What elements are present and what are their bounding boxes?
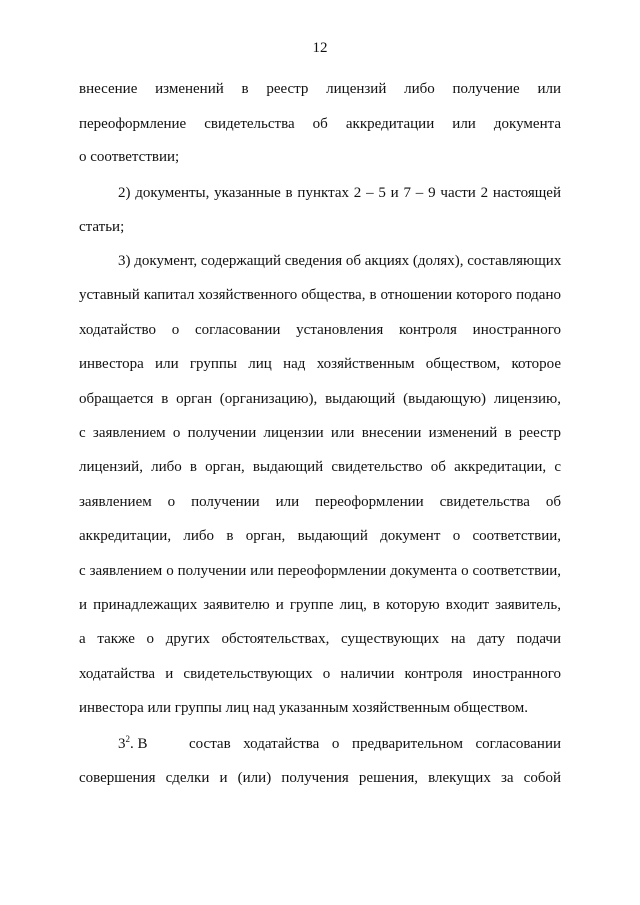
text-line: инвестора или группы лиц над хозяйственным обществом, которое <box>79 356 561 372</box>
text-line: ходатайства и свидетельствующих о наличии контроля иностранного <box>79 666 561 682</box>
text-line: внесение изменений в реестр лицензий либо получение или <box>79 81 561 97</box>
text-line: лицензий, либо в орган, выдающий свидетельство об аккредитации, с <box>79 459 561 475</box>
clause-3-2-number: $3^2$. В <box>118 734 148 752</box>
text-line: с заявлением о получении или переоформлении документа о соответствии, <box>79 563 561 579</box>
text-line: 2) документы, указанные в пунктах 2 – 5 и 7 – 9 части 2 настоящей <box>118 185 561 201</box>
text-line: 3) документ, содержащий сведения об акциях (долях), составляющих <box>118 253 562 269</box>
text-line: с заявлением о получении лицензии или внесении изменений в реестр <box>79 425 561 441</box>
text-line: аккредитации, либо в орган, выдающий документ о соответствии, <box>79 528 561 544</box>
text-line: а также о других обстоятельствах, существующих на дату подачи <box>79 631 561 647</box>
text-line: уставный капитал хозяйственного общества, в отношении которого подано <box>79 287 561 303</box>
text-line: обращается в орган (организацию), выдающий (выдающую) лицензию, <box>79 391 561 407</box>
page-number: 12 <box>312 40 328 56</box>
text-line: о соответствии; <box>79 149 180 165</box>
text-line: заявлением о получении или переоформлении свидетельства об <box>79 494 561 510</box>
clause-3-2-superscript: 2 <box>125 734 130 744</box>
text-line: статьи; <box>79 219 125 235</box>
text-line: ходатайство о согласовании установления контроля иностранного <box>79 322 561 338</box>
text-line: и принадлежащих заявителю и группе лиц, в которую входит заявитель, <box>79 597 561 613</box>
text-line: переоформление свидетельства об аккредитации или документа <box>79 116 561 132</box>
text-line: совершения сделки и (или) получения решения, влекущих за собой <box>79 770 561 786</box>
text-line: состав ходатайства о предварительном согласовании <box>189 736 561 752</box>
text-line: инвестора или группы лиц над указанным хозяйственным обществом. <box>79 700 529 716</box>
